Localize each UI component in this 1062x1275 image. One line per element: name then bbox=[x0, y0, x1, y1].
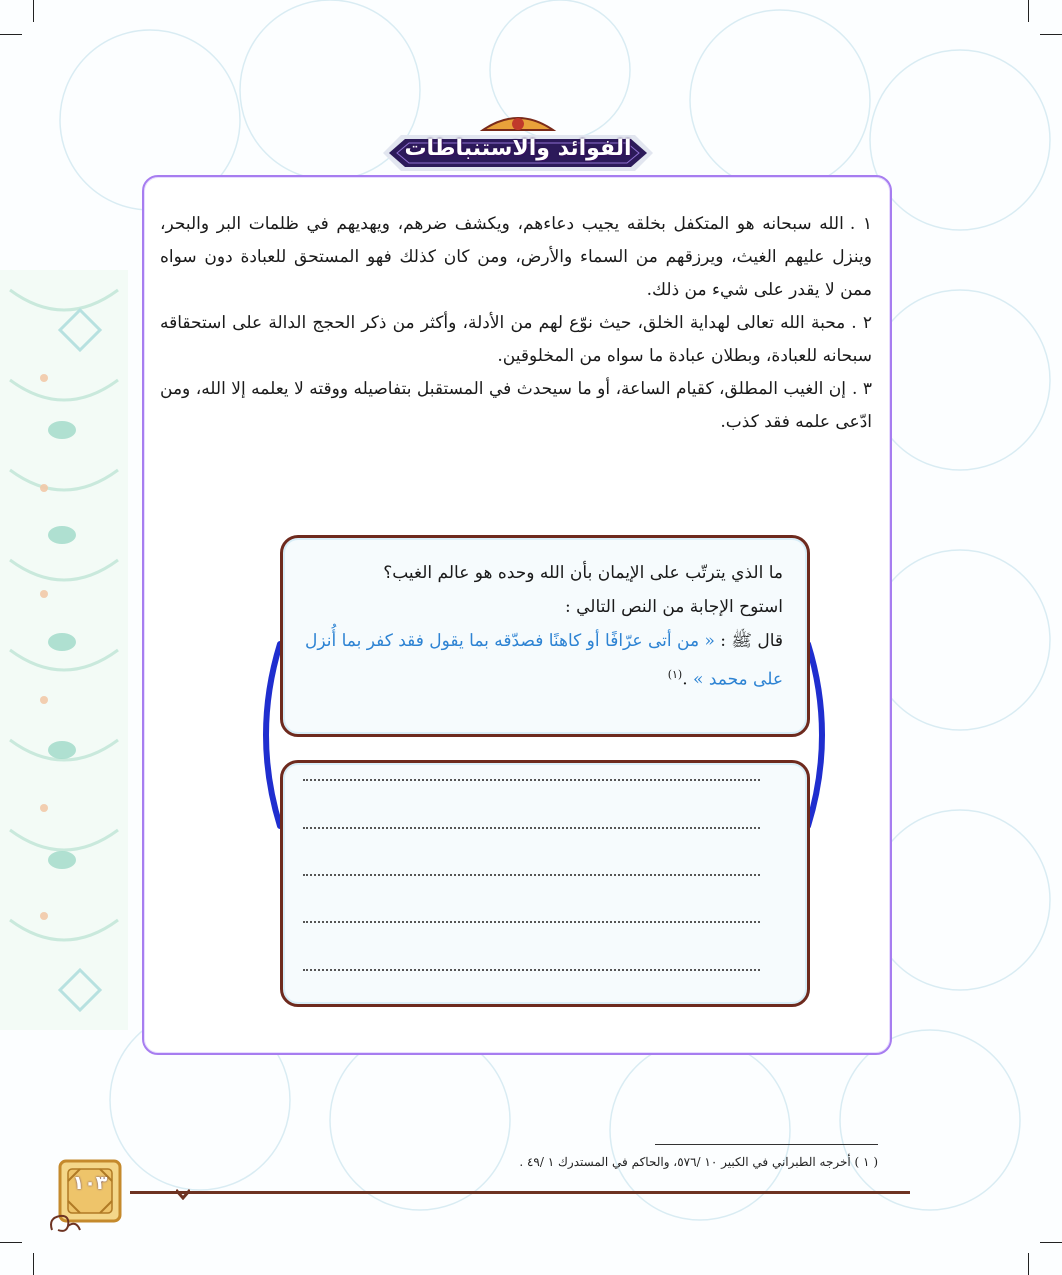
footnote-rule bbox=[655, 1144, 878, 1145]
list-item bbox=[160, 373, 872, 439]
footnote: ( ١ ) أخرجه الطبراني في الكبير ١٠ /٥٧٦، والحاكم في المستدرك ١ /٤٩ . bbox=[519, 1155, 878, 1169]
answer-line[interactable] bbox=[303, 874, 760, 876]
section-title: الفوائد والاستنباطات bbox=[404, 135, 632, 161]
item-text: الله سبحانه هو المتكفل بخلقه يجيب دعاءهم، ويكشف ضرهم، ويهديهم في ظلمات البر والبحر، وينزل عليهم الغيث، ويرزقهم من السماء والأرض، ومن كان كذلك فهو المستحق للعبادة دون سواه ممن لا يقدر على شيء من ذلك. bbox=[160, 214, 872, 300]
bottom-notch-ornament bbox=[176, 1188, 190, 1200]
item-number: ١ . bbox=[849, 214, 872, 234]
question-box bbox=[280, 535, 810, 737]
swirl-ornament bbox=[44, 1200, 84, 1240]
hadith-quote bbox=[305, 624, 783, 697]
page-number: ١٠٣ bbox=[72, 1172, 108, 1194]
item-text: إن الغيب المطلق، كقيام الساعة، أو ما سيحدث في المستقبل بتفاصيله ووقته لا يعلمه إلا الله، ومن ادّعى علمه فقد كذب. bbox=[160, 379, 872, 432]
answer-line[interactable] bbox=[303, 921, 760, 923]
hadith-text: « من أتى عرّافًا أو كاهنًا فصدّقه بما يقول فقد كفر بما أُنزل على محمد » bbox=[305, 631, 783, 690]
item-number: ٢ . bbox=[851, 313, 872, 333]
answer-box[interactable] bbox=[280, 760, 810, 1007]
quote-intro: قال ﷺ : bbox=[720, 631, 783, 651]
footnote-reference: (١) bbox=[667, 668, 683, 681]
instruction-text: استوح الإجابة من النص التالي : bbox=[564, 597, 783, 617]
item-number: ٣ . bbox=[852, 379, 872, 399]
question-text: ما الذي يترتّب على الإيمان بأن الله وحده هو عالم الغيب؟ bbox=[383, 563, 783, 583]
list-item bbox=[160, 208, 872, 307]
bottom-rule bbox=[130, 1191, 910, 1194]
list-item bbox=[160, 307, 872, 373]
decorative-side-band bbox=[0, 270, 128, 1030]
answer-line[interactable] bbox=[303, 827, 760, 829]
points-list bbox=[160, 208, 872, 439]
item-text: محبة الله تعالى لهداية الخلق، حيث نوّع لهم من الأدلة، وأكثر من ذكر الحجج الدالة على استحقاقه سبحانه للعبادة، وبطلان عبادة ما سواه من المخلوقين. bbox=[160, 313, 872, 366]
answer-line[interactable] bbox=[303, 779, 760, 781]
quote-end: . bbox=[682, 669, 694, 690]
answer-line[interactable] bbox=[303, 969, 760, 971]
